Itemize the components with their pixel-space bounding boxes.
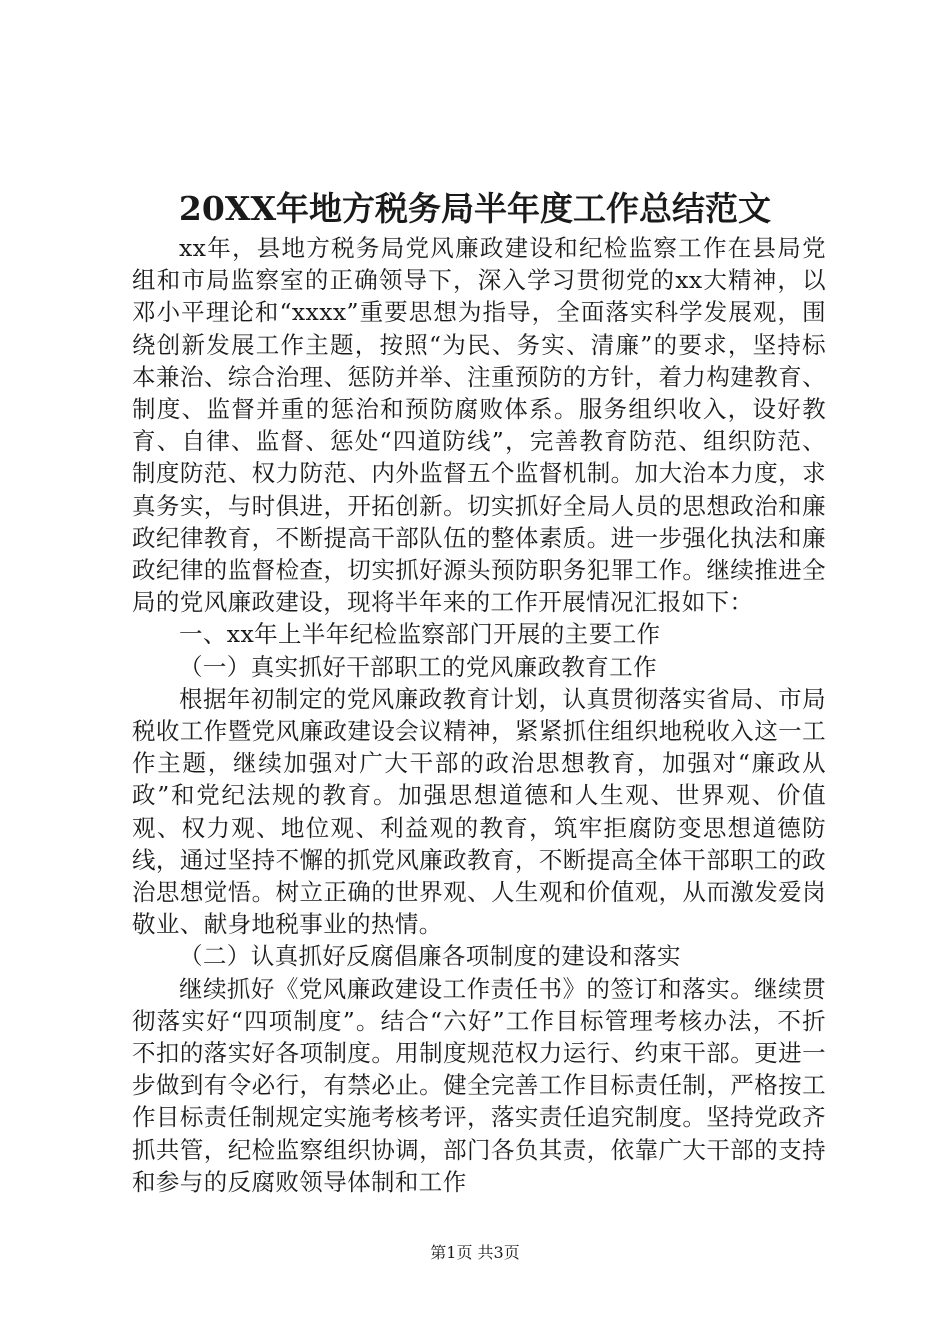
section-heading-1: 一、xx年上半年纪检监察部门开展的主要工作	[179, 620, 661, 649]
subsection-heading-1: （一）真实抓好干部职工的党风廉政教育工作	[179, 652, 657, 681]
subsection-heading-2: （二）认真抓好反腐倡廉各项制度的建设和落实	[179, 942, 681, 971]
page-footer: 第1页 共3页	[430, 1243, 520, 1262]
paragraph-intro: xx年，县地方税务局党风廉政建设和纪检监察工作在县局党组和市局监察室的正确领导下，深入学习贯彻党的xx大精神，以邓小平理论和“xxxx”重要思想为指导，全面落实科学发展观，围绕创新发展工作主题，按照“为民、务实、清廉”的要求，坚持标本兼治、综合治理、惩防并举、注重预防的方针，着力构建教育、制度、监督并重的惩治和预防腐败体系。服务组织收入，设好教育、自律、监督、惩处“四道防线”，完善教育防范、组织防范、制度防范、权力防范、内外监督五个监督机制。加大治本力度，求真务实，与时俱进，开拓创新。切实抓好全局人员的思想政治和廉政纪律教育，不断提高干部队伍的整体素质。进一步强化执法和廉政纪律的监督检查，切实抓好源头预防职务犯罪工作。继续推进全局的党风廉政建设，现将半年来的工作开展情况汇报如下：	[132, 234, 826, 617]
paragraph-education: 根据年初制定的党风廉政教育计划，认真贯彻落实省局、市局税收工作暨党风廉政建设会议精神，紧紧抓住组织地税收入这一工作主题，继续加强对广大干部的政治思想教育，加强对“廉政从政”和党纪法规的教育。加强思想道德和人生观、世界观、价值观、权力观、地位观、利益观的教育，筑牢拒腐防变思想道德防线，通过坚持不懈的抓党风廉政教育，不断提高全体干部职工的政治思想觉悟。树立正确的世界观、人生观和价值观，从而激发爱岗敬业、献身地税事业的热情。	[132, 684, 826, 939]
document-body	[132, 232, 826, 1198]
paragraph-systems: 继续抓好《党风廉政建设工作责任书》的签订和落实。继续贯彻落实好“四项制度”。结合“六好”工作目标管理考核办法，不折不扣的落实好各项制度。用制度规范权力运行、约束干部。更进一步做到有令必行，有禁必止。健全完善工作目标责任制，严格按工作目标责任制规定实施考核考评，落实责任追究制度。坚持党政齐抓共管，纪检监察组织协调，部门各负其责，依靠广大干部的支持和参与的反腐败领导体制和工作	[132, 974, 826, 1196]
document-title: 20XX年地方税务局半年度工作总结范文	[178, 189, 772, 228]
